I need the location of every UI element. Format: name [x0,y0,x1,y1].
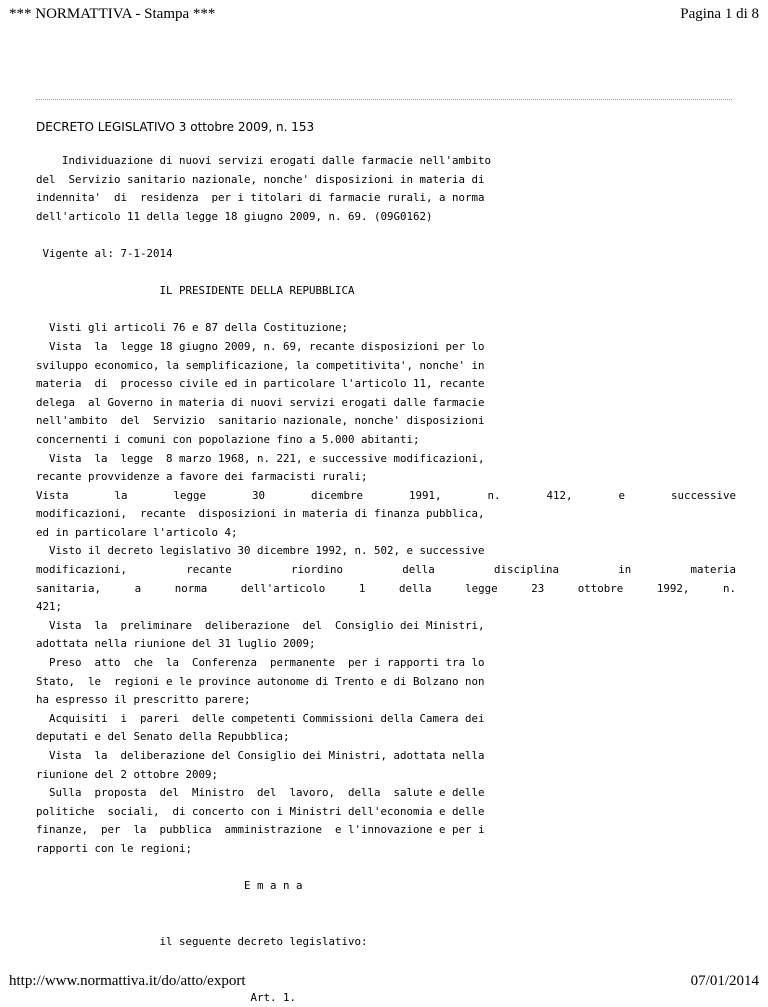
text-line: ed in particolare l'articolo 4; [36,525,238,539]
page-number: Pagina 1 di 8 [680,6,759,22]
text-line: Acquisiti i pareri delle competenti Commissioni della Camera dei [36,711,485,725]
text-line: rapporti con le regioni; [36,841,193,855]
text-line [36,264,736,283]
text-line: IL PRESIDENTE DELLA REPUBBLICA [36,284,355,298]
text-line: Vista la legge 18 giugno 2009, n. 69, recante disposizioni per lo [36,339,485,353]
text-line: Vista la legge 30 dicembre 1991, n. 412, e successive [36,488,736,502]
text-line: Vigente al: 7-1-2014 [36,246,173,260]
text-line: del Servizio sanitario nazionale, nonche' disposizioni in materia di [36,172,485,186]
text-line [36,859,736,878]
text-line [36,301,736,320]
text-line [36,952,736,971]
text-line: modificazioni, recante riordino della disciplina in materia [36,563,736,577]
text-line: ha espresso il prescritto parere; [36,693,251,707]
text-line: delega al Governo in materia di nuovi servizi erogati dalle farmacie [36,395,485,409]
text-line: Visto il decreto legislativo 30 dicembre 1992, n. 502, e successive [36,544,485,558]
decree-title: DECRETO LEGISLATIVO 3 ottobre 2009, n. 153 [36,120,315,134]
text-line: riunione del 2 ottobre 2009; [36,767,219,781]
text-line: E m a n a [36,879,303,893]
text-line [36,226,736,245]
text-line: Art. 1. [36,990,297,1004]
text-line: recante provvidenze a favore dei farmacisti rurali; [36,470,368,484]
text-line: Visti gli articoli 76 e 87 della Costituzione; [36,321,349,335]
text-line: nell'ambito del Servizio sanitario nazionale, nonche' disposizioni [36,414,485,428]
text-line: finanze, per la pubblica amministrazione e l'innovazione e per i [36,823,485,837]
text-line: Stato, le regioni e le province autonome di Trento e di Bolzano non [36,674,485,688]
text-line: Vista la deliberazione del Consiglio dei Ministri, adottata nella [36,749,485,762]
text-line: indennita' di residenza per i titolari di farmacie rurali, a norma [36,191,485,205]
text-line: concernenti i comuni con popolazione fino a 5.000 abitanti; [36,432,420,446]
decree-body [36,152,736,1007]
footer-url: http://www.normattiva.it/do/atto/export [9,973,246,989]
text-line: dell'articolo 11 della legge 18 giugno 2009, n. 69. (09G0162) [36,209,433,223]
text-line: Vista la preliminare deliberazione del Consiglio dei Ministri, [36,618,485,632]
text-line: sanitaria, a norma dell'articolo 1 della legge 23 ottobre 1992, n. [36,581,736,595]
text-line: modificazioni, recante disposizioni in materia di finanza pubblica, [36,507,485,521]
text-line: politiche sociali, di concerto con i Ministri dell'economia e delle [36,804,485,818]
text-line: 421; [36,600,63,614]
text-line [36,896,736,915]
text-line: il seguente decreto legislativo: [36,934,368,948]
text-line: sviluppo economico, la semplificazione, la competitivita', nonche' in [36,358,485,372]
text-line: materia di processo civile ed in particolare l'articolo 11, recante [36,377,485,391]
text-line: Individuazione di nuovi servizi erogati dalle farmacie nell'ambito [36,154,492,167]
text-line: Preso atto che la Conferenza permanente per i rapporti tra lo [36,656,485,670]
text-line: deputati e del Senato della Repubblica; [36,730,290,744]
text-line: Vista la legge 8 marzo 1968, n. 221, e successive modificazioni, [36,451,485,465]
text-line [36,914,736,933]
page-header-title: *** NORMATTIVA - Stampa *** [9,6,216,22]
footer-date: 07/01/2014 [690,973,759,989]
header-divider [36,99,732,100]
text-line: adottata nella riunione del 31 luglio 2009; [36,637,316,651]
text-line: Sulla proposta del Ministro del lavoro, della salute e delle [36,786,485,800]
